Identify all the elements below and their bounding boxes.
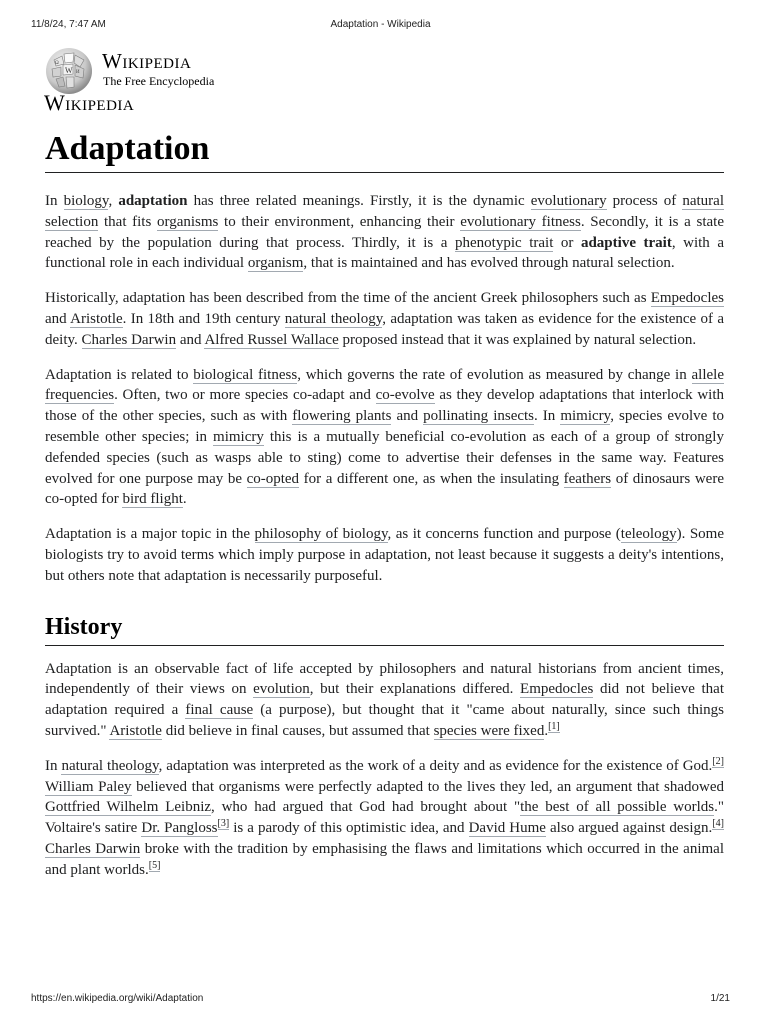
- link-natural-theology[interactable]: natural theology: [284, 310, 383, 327]
- link-evolutionary[interactable]: evolutionary: [530, 193, 607, 209]
- wikipedia-globe-icon: [44, 46, 94, 96]
- intro-paragraph-4: Adaptation is a major topic in the philosophy of biology, as it concerns function and purpose (teleology). Some biologists try to avoid terms which imply purpose in adaptation, not least because it suggests a deity's intentions, but others note that adaptation is necessarily purposeful.: [45, 526, 724, 584]
- print-header: [31, 19, 730, 33]
- citation-3[interactable]: [3]: [217, 818, 230, 830]
- bold-term-adaptive-trait: adaptive trait: [580, 234, 672, 251]
- link-final-cause[interactable]: final cause: [185, 702, 254, 719]
- link-bird-flight[interactable]: bird flight: [122, 491, 183, 508]
- link-alfred-russel-wallace[interactable]: Alfred Russel Wallace: [204, 331, 339, 348]
- link-evolution[interactable]: evolution: [253, 681, 310, 698]
- svg-text:Ω: Ω: [55, 61, 59, 66]
- intro-paragraph-3: Adaptation is related to biological fitness, which governs the rate of evolution as measured by change in allele frequencies. Often, two or more species co-adapt and co-evolve as they develop adaptations that interlock with those of the other species, such as with flowering plants and pollinating insects. In mimicry, species evolve to resemble other species; in mimicry this is a mutually beneficial co-evolution as each of a group of strongly defended species (such as wasps able to sting) come to advertise their defenses in the same way. Features evolved for one purpose may be co-opted for a different one, as when the insulating feathers of dinosaurs were co-opted for bird flight.: [45, 366, 725, 508]
- history-paragraph-2: In natural theology, adaptation was interpreted as the work of a deity and as evidence for the existence of God.[2] William Paley believed that organisms were perfectly adapted to the lives they led, an argument that shadowed Gottfried Wilhelm Leibniz, who had argued that God had brought about "the best of all possible worlds." Voltaire's satire Dr. Pangloss[3] is a parody of this optimistic idea, and David Hume also argued against design.[4] Charles Darwin broke with the tradition by emphasising the flaws and limitations which occurred in the animal and plant worlds.[5]: [45, 755, 724, 878]
- link-pollinating-insects[interactable]: pollinating insects: [423, 408, 535, 425]
- print-url: https://en.wikipedia.org/wiki/Adaptation: [31, 993, 204, 1004]
- section-heading-history: History: [45, 611, 724, 646]
- link-co-opted[interactable]: co-opted: [246, 470, 300, 487]
- link-teleology[interactable]: teleology: [620, 526, 677, 543]
- page-title: Adaptation: [45, 128, 724, 173]
- link-flowering-plants[interactable]: flowering plants: [292, 408, 392, 425]
- link-evolutionary-fitness[interactable]: evolutionary fitness: [460, 213, 581, 230]
- print-datetime: 11/8/24, 7:47 AM: [31, 19, 106, 30]
- link-dr-pangloss[interactable]: Dr. Pangloss: [141, 820, 218, 837]
- link-best-of-all-possible-worlds[interactable]: the best of all possible worlds: [520, 799, 715, 816]
- link-william-paley[interactable]: William Paley: [45, 778, 132, 795]
- link-natural-selection[interactable]: natural selection: [45, 193, 724, 230]
- bold-term-adaptation: adaptation: [118, 193, 188, 209]
- link-species-were-fixed[interactable]: species were fixed: [433, 722, 545, 739]
- citation-1[interactable]: [1]: [548, 720, 560, 732]
- wikipedia-wordmark-secondary: Wikipedia: [44, 90, 135, 115]
- link-co-evolve[interactable]: co-evolve: [375, 387, 435, 404]
- link-aristotle-2[interactable]: Aristotle: [109, 722, 162, 739]
- link-mimicry[interactable]: mimicry: [560, 408, 611, 425]
- wikipedia-logo[interactable]: [44, 45, 344, 93]
- citation-5[interactable]: [5]: [148, 859, 161, 871]
- print-footer: [31, 993, 730, 1007]
- link-biology[interactable]: biology: [63, 193, 109, 209]
- link-empedocles-2[interactable]: Empedocles: [520, 681, 594, 698]
- link-allele-frequencies[interactable]: allele frequencies: [45, 366, 724, 404]
- svg-text:W: W: [65, 66, 73, 75]
- link-biological-fitness[interactable]: biological fitness: [193, 366, 298, 383]
- link-organism[interactable]: organism: [247, 255, 304, 272]
- link-natural-theology-2[interactable]: natural theology: [61, 757, 159, 774]
- wikipedia-wordmark: Wikipedia: [102, 49, 192, 73]
- print-page-number: 1/21: [710, 993, 730, 1004]
- intro-paragraph-1: In biology, adaptation has three related meanings. Firstly, it is the dynamic evolutionary process of natural selection that fits organisms to their environment, enhancing their evolutionary fitness. Secondly, it is a state reached by the population during that process. Thirdly, it is a phenotypic trait or adaptive trait, with a functional role in each individual organism, that is maintained and has evolved through natural selection.: [45, 193, 725, 272]
- citation-4[interactable]: [4]: [712, 818, 724, 830]
- article-content: [45, 128, 724, 895]
- link-feathers[interactable]: feathers: [563, 470, 612, 487]
- intro-paragraph-2: Historically, adaptation has been described from the time of the ancient Greek philosophers such as Empedocles and Aristotle. In 18th and 19th century natural theology, adaptation was taken as evidence for the existence of a deity. Charles Darwin and Alfred Russel Wallace proposed instead that it was explained by natural selection.: [45, 290, 724, 348]
- link-aristotle[interactable]: Aristotle: [70, 310, 123, 327]
- link-gottfried-wilhelm-leibniz[interactable]: Gottfried Wilhelm Leibniz: [45, 799, 212, 816]
- print-title: Adaptation - Wikipedia: [330, 19, 431, 30]
- link-charles-darwin-2[interactable]: Charles Darwin: [45, 840, 141, 857]
- citation-2[interactable]: [2]: [712, 755, 724, 767]
- link-organisms[interactable]: organisms: [156, 213, 219, 230]
- link-mullerian-mimicry[interactable]: mimicry: [213, 428, 264, 445]
- history-paragraph-1: Adaptation is an observable fact of life accepted by philosophers and natural historians from ancient times, independently of their views on evolution, but their explanations differed. Empedocles did not believe that adaptation required a final cause (a purpose), but thought that it "came about naturally, since such things survived." Aristotle did believe in final causes, but assumed that species were fixed.[1]: [45, 660, 724, 739]
- link-philosophy-of-biology[interactable]: philosophy of biology: [254, 526, 388, 543]
- link-charles-darwin[interactable]: Charles Darwin: [81, 331, 177, 348]
- svg-text:И: И: [76, 70, 80, 75]
- link-phenotypic-trait[interactable]: phenotypic trait: [455, 234, 554, 251]
- link-david-hume[interactable]: David Hume: [468, 820, 546, 837]
- wikipedia-tagline: The Free Encyclopedia: [103, 74, 215, 88]
- link-empedocles[interactable]: Empedocles: [650, 290, 724, 307]
